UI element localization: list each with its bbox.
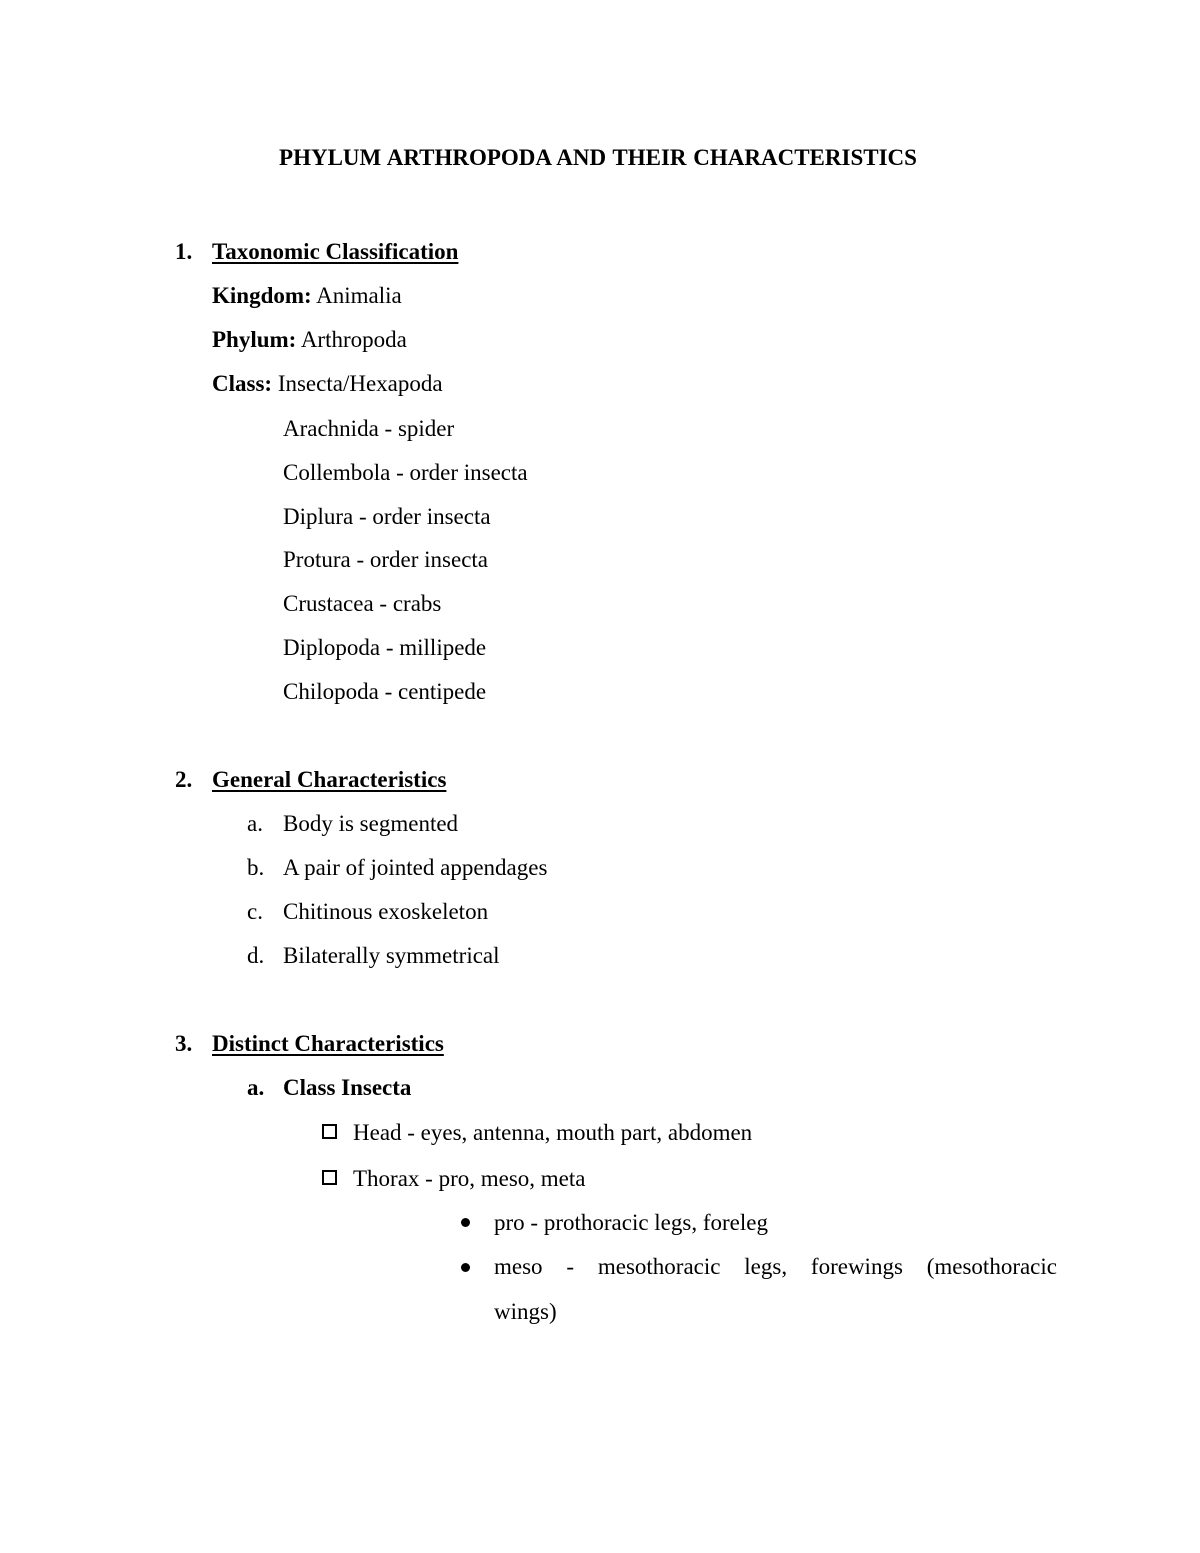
list-item: A pair of jointed appendages [283,855,548,880]
word: legs, [744,1254,788,1279]
bullet-icon [461,1218,470,1227]
field-value: Animalia [311,283,402,308]
class-item: Crustacea - crabs [283,591,442,616]
section-heading-general: General Characteristics [212,767,447,792]
list-marker: b. [247,855,265,880]
list-marker: d. [247,943,265,968]
section-heading-taxonomic: Taxonomic Classification [212,239,459,264]
field-label: Class: [212,371,273,396]
list-marker: a. [247,811,263,836]
bullet-item: pro - prothoracic legs, foreleg [494,1210,768,1235]
class-item: Arachnida - spider [283,416,455,441]
class-item: Diplura - order insecta [283,504,491,529]
bullet-continuation: wings) [494,1299,557,1324]
word: (mesothoracic [926,1254,1057,1279]
checkbox-icon [322,1170,337,1185]
bullet-icon [461,1263,470,1272]
subsection-marker: a. [247,1075,265,1100]
list-item: Bilaterally symmetrical [283,943,500,968]
word: mesothoracic [597,1254,721,1279]
word: - [566,1254,575,1279]
checklist-item: Head - eyes, antenna, mouth part, abdomen [353,1120,753,1145]
word: meso [494,1254,543,1279]
section-heading-distinct: Distinct Characteristics [212,1031,444,1056]
class-item: Diplopoda - millipede [283,635,487,660]
word: forewings [810,1254,903,1279]
field-value: Insecta/Hexapoda [272,371,443,396]
field-label: Phylum: [212,327,297,352]
checklist-item: Thorax - pro, meso, meta [353,1166,586,1191]
list-item: Chitinous exoskeleton [283,899,489,924]
section-number: 3. [175,1031,193,1056]
subsection-heading: Class Insecta [283,1075,412,1100]
checkbox-icon [322,1124,337,1139]
page-title: PHYLUM ARTHROPODA AND THEIR CHARACTERISTICS [279,145,917,170]
field-label: Kingdom: [212,283,312,308]
field-value: Arthropoda [296,327,407,352]
field-phylum [212,326,407,354]
section-number: 1. [175,239,193,264]
field-class [212,370,443,398]
class-item: Collembola - order insecta [283,460,528,485]
field-kingdom [212,282,402,310]
class-item: Protura - order insecta [283,547,489,572]
list-item: Body is segmented [283,811,459,836]
list-marker: c. [247,899,263,924]
section-number: 2. [175,767,193,792]
class-item: Chilopoda - centipede [283,679,487,704]
bullet-item-justified [494,1253,1057,1281]
